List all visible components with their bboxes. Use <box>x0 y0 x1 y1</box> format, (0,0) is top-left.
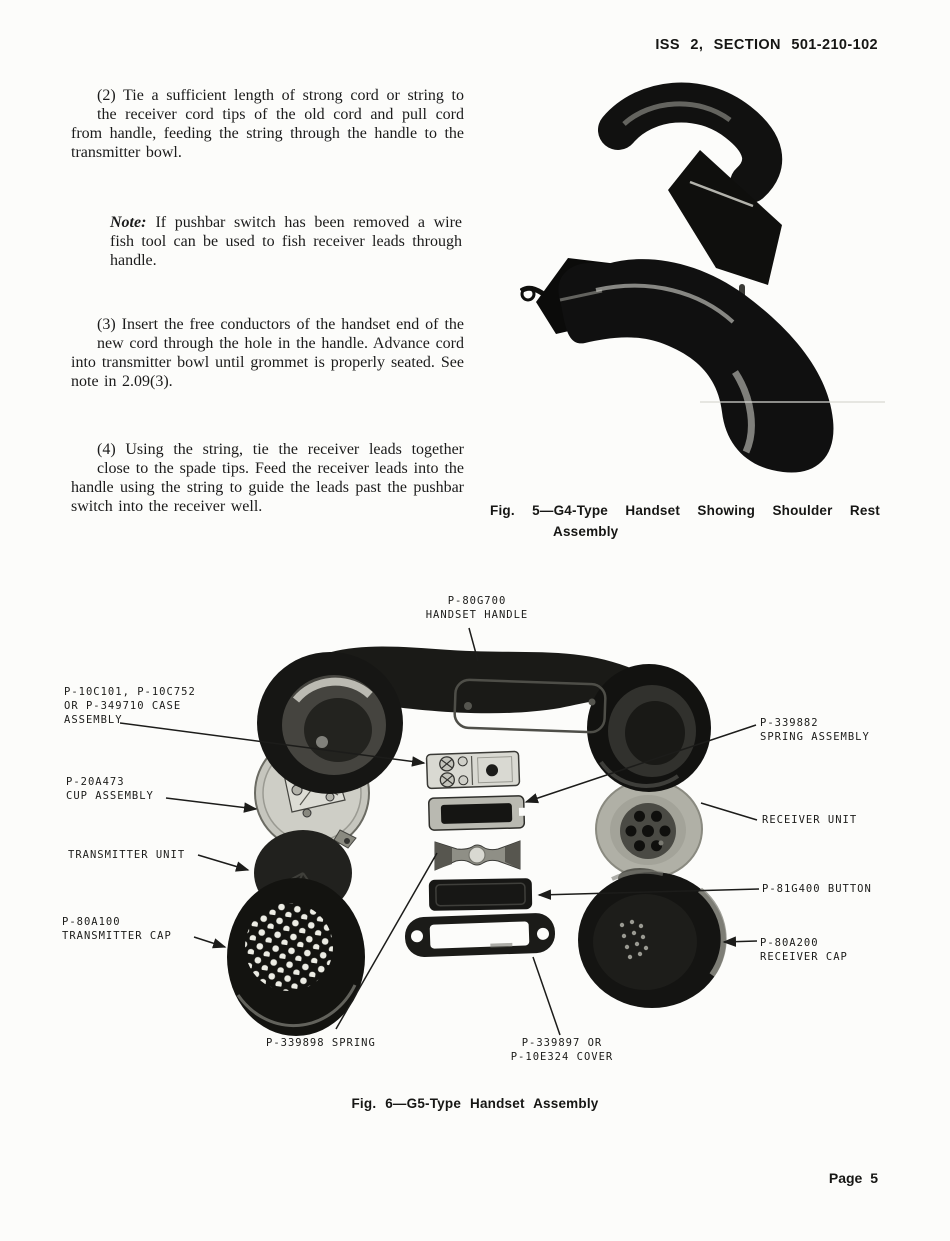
paragraph-4 <box>71 440 464 516</box>
label-transmitter-cap: P-80A100 TRANSMITTER CAP <box>62 916 172 942</box>
label-spring: P-339898 SPRING <box>266 1037 376 1049</box>
receiver-unit-drawing <box>596 777 702 878</box>
fig5-caption-line2: Assembly <box>553 524 619 539</box>
case-assembly-drawing <box>426 751 519 788</box>
label-cup-assembly: P-20A473 CUP ASSEMBLY <box>66 776 154 802</box>
note-text: If pushbar switch has been removed a wire fish tool can be used to fish receiver leads through handle. <box>110 214 462 269</box>
paragraph-2 <box>71 86 464 162</box>
cover-drawing <box>404 912 555 957</box>
page-number: Page 5 <box>828 1170 878 1186</box>
label-receiver-cap: P-80A200 RECEIVER CAP <box>760 937 848 963</box>
button-drawing <box>429 878 533 911</box>
fig5-caption <box>490 500 880 542</box>
paragraph-2-text: (2) Tie a sufficient length of strong cord or string to the receiver cord tips of the old cord and pull cord from handle, feeding the string through the handle to the transmitter bowl. <box>71 87 464 161</box>
paragraph-4-text: (4) Using the string, tie the receiver leads together close to the spade tips. Feed the receiver leads into the handle using the string to guide the leads past the pushbar switch into the receiver well. <box>71 441 464 515</box>
paragraph-3 <box>71 315 464 391</box>
label-case-assembly: P-10C101, P-10C752 OR P-349710 CASE ASSEMBLY <box>64 686 196 726</box>
g4-handset-drawing <box>521 258 885 473</box>
receiver-cap-drawing <box>578 868 726 1008</box>
transmitter-cap-drawing <box>227 878 365 1036</box>
label-transmitter-unit: TRANSMITTER UNIT <box>68 849 186 861</box>
note-paragraph <box>110 213 462 270</box>
fig6-caption: Fig. 6—G5-Type Handset Assembly <box>351 1096 599 1111</box>
label-cover: P-339897 OR P-10E324 COVER <box>510 1037 614 1063</box>
label-receiver-unit: RECEIVER UNIT <box>762 814 858 826</box>
fig5-caption-line1: Fig. 5—G4-Type Handset Showing Shoulder Rest <box>490 503 880 518</box>
note-label: Note: <box>110 214 147 231</box>
label-button: P-81G400 BUTTON <box>762 883 872 895</box>
paragraph-3-text: (3) Insert the free conductors of the handset end of the new cord through the hole in the handle. Advance cord into transmitter bowl until grommet is properly seated. See note in 2.09(3). <box>71 316 464 390</box>
spring-drawing <box>435 841 520 870</box>
section-header: ISS 2, SECTION 501-210-102 <box>655 37 878 53</box>
label-handset-handle: P-80G700 HANDSET HANDLE <box>425 595 529 621</box>
fig5-image <box>520 80 920 485</box>
spring-assembly-drawing <box>429 796 526 831</box>
label-spring-assembly: P-339882 SPRING ASSEMBLY <box>760 717 870 743</box>
